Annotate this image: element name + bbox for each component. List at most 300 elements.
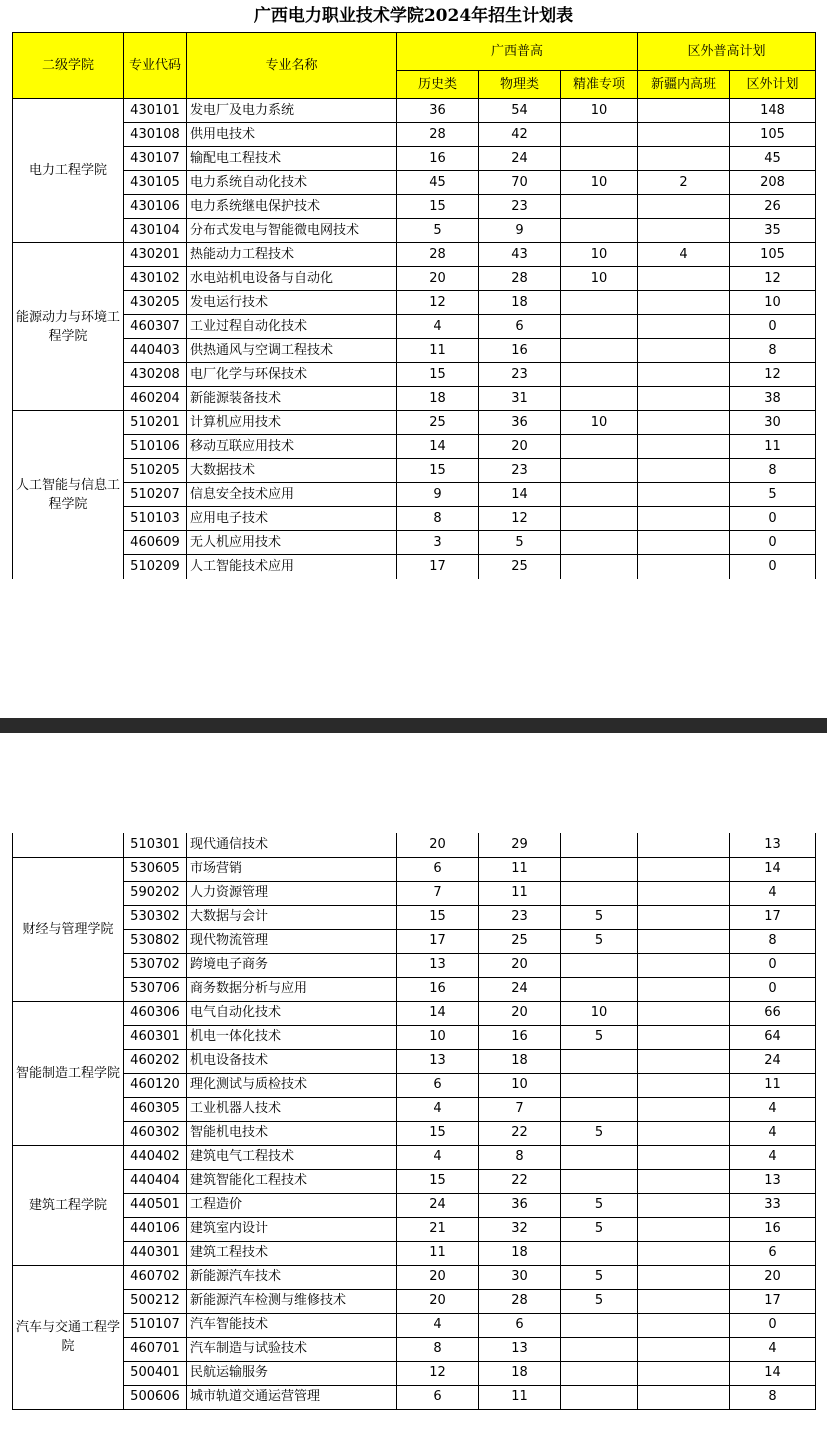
major-code-cell: 510301 <box>124 833 187 857</box>
major-code-cell: 510106 <box>124 435 187 459</box>
college-cell: 财经与管理学院 <box>13 857 124 1001</box>
physics-count-cell: 24 <box>479 977 561 1001</box>
college-cell: 汽车与交通工程学院 <box>13 1265 124 1409</box>
history-count-cell: 4 <box>397 1097 479 1121</box>
xinjiang-count-cell <box>638 555 730 579</box>
table-row <box>13 291 816 315</box>
precise-count-cell <box>561 1169 638 1193</box>
physics-count-cell: 11 <box>479 881 561 905</box>
outside-plan-cell: 4 <box>730 1337 816 1361</box>
precise-count-cell <box>561 1385 638 1409</box>
precise-count-cell: 10 <box>561 243 638 267</box>
physics-count-cell: 22 <box>479 1121 561 1145</box>
history-count-cell: 6 <box>397 857 479 881</box>
precise-count-cell <box>561 387 638 411</box>
major-code-cell: 460307 <box>124 315 187 339</box>
table-row <box>13 219 816 243</box>
physics-count-cell: 5 <box>479 531 561 555</box>
major-name-cell: 工程造价 <box>187 1193 397 1217</box>
table-row <box>13 195 816 219</box>
major-code-cell: 440402 <box>124 1145 187 1169</box>
header-precise: 精准专项 <box>561 71 638 99</box>
physics-count-cell: 18 <box>479 1361 561 1385</box>
major-code-cell: 440106 <box>124 1217 187 1241</box>
xinjiang-count-cell <box>638 1169 730 1193</box>
precise-count-cell <box>561 1145 638 1169</box>
xinjiang-count-cell <box>638 339 730 363</box>
physics-count-cell: 23 <box>479 363 561 387</box>
history-count-cell: 4 <box>397 1313 479 1337</box>
outside-plan-cell: 66 <box>730 1001 816 1025</box>
major-name-cell: 机电设备技术 <box>187 1049 397 1073</box>
precise-count-cell: 5 <box>561 905 638 929</box>
table-row <box>13 977 816 1001</box>
precise-count-cell <box>561 123 638 147</box>
precise-count-cell: 10 <box>561 411 638 435</box>
major-code-cell: 440403 <box>124 339 187 363</box>
table-row <box>13 1289 816 1313</box>
major-code-cell: 460305 <box>124 1097 187 1121</box>
history-count-cell: 20 <box>397 1265 479 1289</box>
major-name-cell: 电厂化学与环保技术 <box>187 363 397 387</box>
page-separator <box>0 718 827 733</box>
physics-count-cell: 70 <box>479 171 561 195</box>
major-code-cell: 460204 <box>124 387 187 411</box>
major-code-cell: 460701 <box>124 1337 187 1361</box>
xinjiang-count-cell <box>638 1097 730 1121</box>
xinjiang-count-cell <box>638 507 730 531</box>
xinjiang-count-cell <box>638 315 730 339</box>
table-row <box>13 1385 816 1409</box>
physics-count-cell: 36 <box>479 411 561 435</box>
major-code-cell: 430101 <box>124 99 187 123</box>
major-name-cell: 建筑室内设计 <box>187 1217 397 1241</box>
physics-count-cell: 6 <box>479 1313 561 1337</box>
major-name-cell: 输配电工程技术 <box>187 147 397 171</box>
physics-count-cell: 6 <box>479 315 561 339</box>
history-count-cell: 11 <box>397 1241 479 1265</box>
physics-count-cell: 16 <box>479 339 561 363</box>
precise-count-cell: 10 <box>561 171 638 195</box>
physics-count-cell: 12 <box>479 507 561 531</box>
history-count-cell: 4 <box>397 315 479 339</box>
history-count-cell: 24 <box>397 1193 479 1217</box>
major-name-cell: 电力系统自动化技术 <box>187 171 397 195</box>
precise-count-cell <box>561 531 638 555</box>
physics-count-cell: 13 <box>479 1337 561 1361</box>
history-count-cell: 45 <box>397 171 479 195</box>
precise-count-cell: 5 <box>561 1121 638 1145</box>
xinjiang-count-cell <box>638 953 730 977</box>
major-code-cell: 500212 <box>124 1289 187 1313</box>
outside-plan-cell: 0 <box>730 315 816 339</box>
outside-plan-cell: 38 <box>730 387 816 411</box>
history-count-cell: 36 <box>397 99 479 123</box>
outside-plan-cell: 105 <box>730 123 816 147</box>
outside-plan-cell: 17 <box>730 905 816 929</box>
major-code-cell: 530302 <box>124 905 187 929</box>
precise-count-cell: 10 <box>561 267 638 291</box>
outside-plan-cell: 35 <box>730 219 816 243</box>
major-name-cell: 汽车制造与试验技术 <box>187 1337 397 1361</box>
table-row <box>13 315 816 339</box>
physics-count-cell: 18 <box>479 291 561 315</box>
table-row <box>13 507 816 531</box>
outside-plan-cell: 8 <box>730 929 816 953</box>
xinjiang-count-cell: 4 <box>638 243 730 267</box>
header-college: 二级学院 <box>13 33 124 99</box>
history-count-cell: 3 <box>397 531 479 555</box>
outside-plan-cell: 4 <box>730 1097 816 1121</box>
xinjiang-count-cell <box>638 1001 730 1025</box>
physics-count-cell: 9 <box>479 219 561 243</box>
xinjiang-count-cell <box>638 1241 730 1265</box>
precise-count-cell <box>561 1073 638 1097</box>
college-cell: 建筑工程学院 <box>13 1145 124 1265</box>
physics-count-cell: 25 <box>479 929 561 953</box>
major-name-cell: 商务数据分析与应用 <box>187 977 397 1001</box>
major-code-cell: 460301 <box>124 1025 187 1049</box>
major-name-cell: 建筑工程技术 <box>187 1241 397 1265</box>
history-count-cell: 20 <box>397 833 479 857</box>
precise-count-cell: 10 <box>561 1001 638 1025</box>
major-name-cell: 汽车智能技术 <box>187 1313 397 1337</box>
physics-count-cell: 20 <box>479 953 561 977</box>
header-name: 专业名称 <box>187 33 397 99</box>
physics-count-cell: 25 <box>479 555 561 579</box>
major-name-cell: 现代通信技术 <box>187 833 397 857</box>
table-row <box>13 1169 816 1193</box>
xinjiang-count-cell <box>638 1265 730 1289</box>
outside-plan-cell: 13 <box>730 1169 816 1193</box>
physics-count-cell: 24 <box>479 147 561 171</box>
outside-plan-cell: 24 <box>730 1049 816 1073</box>
outside-plan-cell: 8 <box>730 339 816 363</box>
major-code-cell: 440301 <box>124 1241 187 1265</box>
page-title: 广西电力职业技术学院2024年招生计划表 <box>253 6 574 26</box>
major-name-cell: 无人机应用技术 <box>187 531 397 555</box>
history-count-cell: 13 <box>397 1049 479 1073</box>
precise-count-cell <box>561 1361 638 1385</box>
xinjiang-count-cell <box>638 881 730 905</box>
major-name-cell: 新能源汽车检测与维修技术 <box>187 1289 397 1313</box>
precise-count-cell <box>561 881 638 905</box>
xinjiang-count-cell <box>638 833 730 857</box>
outside-plan-cell: 0 <box>730 953 816 977</box>
major-name-cell: 分布式发电与智能微电网技术 <box>187 219 397 243</box>
major-name-cell: 建筑电气工程技术 <box>187 1145 397 1169</box>
physics-count-cell: 30 <box>479 1265 561 1289</box>
table-row <box>13 1049 816 1073</box>
physics-count-cell: 22 <box>479 1169 561 1193</box>
major-name-cell: 供热通风与空调工程技术 <box>187 339 397 363</box>
outside-plan-cell: 11 <box>730 1073 816 1097</box>
precise-count-cell <box>561 291 638 315</box>
college-cell: 能源动力与环境工程学院 <box>13 243 124 411</box>
physics-count-cell: 32 <box>479 1217 561 1241</box>
physics-count-cell: 28 <box>479 1289 561 1313</box>
major-name-cell: 民航运输服务 <box>187 1361 397 1385</box>
outside-plan-cell: 12 <box>730 267 816 291</box>
xinjiang-count-cell <box>638 1385 730 1409</box>
xinjiang-count-cell <box>638 1145 730 1169</box>
precise-count-cell <box>561 315 638 339</box>
major-name-cell: 计算机应用技术 <box>187 411 397 435</box>
major-code-cell: 460202 <box>124 1049 187 1073</box>
history-count-cell: 16 <box>397 977 479 1001</box>
major-code-cell: 430205 <box>124 291 187 315</box>
xinjiang-count-cell <box>638 1025 730 1049</box>
history-count-cell: 14 <box>397 435 479 459</box>
history-count-cell: 12 <box>397 291 479 315</box>
physics-count-cell: 23 <box>479 905 561 929</box>
physics-count-cell: 23 <box>479 459 561 483</box>
table-row <box>13 905 816 929</box>
xinjiang-count-cell <box>638 1049 730 1073</box>
major-name-cell: 大数据技术 <box>187 459 397 483</box>
major-code-cell: 510209 <box>124 555 187 579</box>
header-outside: 区外普高计划 <box>638 33 816 71</box>
table-row <box>13 171 816 195</box>
table-row <box>13 929 816 953</box>
major-code-cell: 510201 <box>124 411 187 435</box>
major-name-cell: 机电一体化技术 <box>187 1025 397 1049</box>
precise-count-cell: 5 <box>561 1025 638 1049</box>
table-row <box>13 339 816 363</box>
xinjiang-count-cell <box>638 267 730 291</box>
xinjiang-count-cell <box>638 411 730 435</box>
history-count-cell: 15 <box>397 363 479 387</box>
xinjiang-count-cell <box>638 147 730 171</box>
history-count-cell: 15 <box>397 905 479 929</box>
history-count-cell: 6 <box>397 1385 479 1409</box>
outside-plan-cell: 0 <box>730 1313 816 1337</box>
table-row <box>13 459 816 483</box>
history-count-cell: 13 <box>397 953 479 977</box>
table-row <box>13 531 816 555</box>
major-code-cell: 440501 <box>124 1193 187 1217</box>
major-code-cell: 460120 <box>124 1073 187 1097</box>
xinjiang-count-cell <box>638 387 730 411</box>
history-count-cell: 8 <box>397 507 479 531</box>
xinjiang-count-cell <box>638 1121 730 1145</box>
precise-count-cell <box>561 459 638 483</box>
table-row <box>13 857 816 881</box>
outside-plan-cell: 30 <box>730 411 816 435</box>
major-code-cell: 510103 <box>124 507 187 531</box>
major-code-cell: 530802 <box>124 929 187 953</box>
table-row <box>13 387 816 411</box>
precise-count-cell <box>561 977 638 1001</box>
outside-plan-cell: 105 <box>730 243 816 267</box>
table-row <box>13 1337 816 1361</box>
outside-plan-cell: 17 <box>730 1289 816 1313</box>
history-count-cell: 15 <box>397 195 479 219</box>
xinjiang-count-cell <box>638 123 730 147</box>
history-count-cell: 10 <box>397 1025 479 1049</box>
history-count-cell: 14 <box>397 1001 479 1025</box>
table-row <box>13 953 816 977</box>
major-name-cell: 人力资源管理 <box>187 881 397 905</box>
table-row <box>13 267 816 291</box>
major-code-cell: 510205 <box>124 459 187 483</box>
history-count-cell: 7 <box>397 881 479 905</box>
xinjiang-count-cell <box>638 857 730 881</box>
precise-count-cell <box>561 339 638 363</box>
major-name-cell: 应用电子技术 <box>187 507 397 531</box>
xinjiang-count-cell <box>638 1337 730 1361</box>
history-count-cell: 28 <box>397 123 479 147</box>
precise-count-cell <box>561 195 638 219</box>
table-row <box>13 1121 816 1145</box>
history-count-cell: 20 <box>397 267 479 291</box>
major-name-cell: 热能动力工程技术 <box>187 243 397 267</box>
table-row <box>13 411 816 435</box>
college-cell: 人工智能与信息工程学院 <box>13 411 124 579</box>
xinjiang-count-cell <box>638 1289 730 1313</box>
table-row <box>13 1001 816 1025</box>
xinjiang-count-cell <box>638 483 730 507</box>
physics-count-cell: 43 <box>479 243 561 267</box>
xinjiang-count-cell <box>638 195 730 219</box>
precise-count-cell: 5 <box>561 1265 638 1289</box>
major-name-cell: 工业机器人技术 <box>187 1097 397 1121</box>
physics-count-cell: 10 <box>479 1073 561 1097</box>
major-name-cell: 市场营销 <box>187 857 397 881</box>
major-name-cell: 新能源汽车技术 <box>187 1265 397 1289</box>
table-row <box>13 483 816 507</box>
major-code-cell: 500401 <box>124 1361 187 1385</box>
major-name-cell: 发电运行技术 <box>187 291 397 315</box>
precise-count-cell: 5 <box>561 1217 638 1241</box>
outside-plan-cell: 148 <box>730 99 816 123</box>
history-count-cell: 5 <box>397 219 479 243</box>
physics-count-cell: 54 <box>479 99 561 123</box>
xinjiang-count-cell <box>638 219 730 243</box>
table-row <box>13 435 816 459</box>
major-code-cell: 530706 <box>124 977 187 1001</box>
enrollment-table-part-2 <box>12 833 816 1410</box>
table-row <box>13 147 816 171</box>
xinjiang-count-cell <box>638 435 730 459</box>
major-code-cell: 510107 <box>124 1313 187 1337</box>
outside-plan-cell: 0 <box>730 531 816 555</box>
precise-count-cell: 10 <box>561 99 638 123</box>
xinjiang-count-cell <box>638 459 730 483</box>
precise-count-cell <box>561 857 638 881</box>
xinjiang-count-cell <box>638 1361 730 1385</box>
major-code-cell: 430108 <box>124 123 187 147</box>
precise-count-cell: 5 <box>561 1289 638 1313</box>
table-row <box>13 1193 816 1217</box>
physics-count-cell: 36 <box>479 1193 561 1217</box>
outside-plan-cell: 6 <box>730 1241 816 1265</box>
physics-count-cell: 31 <box>479 387 561 411</box>
precise-count-cell: 5 <box>561 929 638 953</box>
precise-count-cell <box>561 219 638 243</box>
major-code-cell: 430107 <box>124 147 187 171</box>
precise-count-cell <box>561 1097 638 1121</box>
outside-plan-cell: 33 <box>730 1193 816 1217</box>
major-name-cell: 理化测试与质检技术 <box>187 1073 397 1097</box>
major-name-cell: 大数据与会计 <box>187 905 397 929</box>
outside-plan-cell: 26 <box>730 195 816 219</box>
history-count-cell: 11 <box>397 339 479 363</box>
history-count-cell: 15 <box>397 459 479 483</box>
major-code-cell: 430104 <box>124 219 187 243</box>
outside-plan-cell: 0 <box>730 555 816 579</box>
major-code-cell: 440404 <box>124 1169 187 1193</box>
outside-plan-cell: 0 <box>730 507 816 531</box>
college-cell: 智能制造工程学院 <box>13 1001 124 1145</box>
outside-plan-cell: 208 <box>730 171 816 195</box>
xinjiang-count-cell <box>638 905 730 929</box>
history-count-cell: 9 <box>397 483 479 507</box>
history-count-cell: 16 <box>397 147 479 171</box>
outside-plan-cell: 4 <box>730 1145 816 1169</box>
major-name-cell: 新能源装备技术 <box>187 387 397 411</box>
physics-count-cell: 11 <box>479 857 561 881</box>
major-name-cell: 发电厂及电力系统 <box>187 99 397 123</box>
major-name-cell: 供用电技术 <box>187 123 397 147</box>
history-count-cell: 15 <box>397 1169 479 1193</box>
outside-plan-cell: 12 <box>730 363 816 387</box>
major-code-cell: 460609 <box>124 531 187 555</box>
xinjiang-count-cell <box>638 1313 730 1337</box>
xinjiang-count-cell <box>638 1193 730 1217</box>
table-row <box>13 881 816 905</box>
header-history: 历史类 <box>397 71 479 99</box>
xinjiang-count-cell <box>638 1217 730 1241</box>
major-code-cell: 460302 <box>124 1121 187 1145</box>
major-code-cell: 430105 <box>124 171 187 195</box>
major-code-cell: 430201 <box>124 243 187 267</box>
physics-count-cell: 28 <box>479 267 561 291</box>
table-row <box>13 99 816 123</box>
physics-count-cell: 7 <box>479 1097 561 1121</box>
physics-count-cell: 18 <box>479 1241 561 1265</box>
college-cell: 电力工程学院 <box>13 99 124 243</box>
xinjiang-count-cell <box>638 1073 730 1097</box>
history-count-cell: 12 <box>397 1361 479 1385</box>
outside-plan-cell: 45 <box>730 147 816 171</box>
history-count-cell: 8 <box>397 1337 479 1361</box>
physics-count-cell: 29 <box>479 833 561 857</box>
outside-plan-cell: 4 <box>730 881 816 905</box>
major-code-cell: 460306 <box>124 1001 187 1025</box>
table-row <box>13 1073 816 1097</box>
table-row <box>13 1241 816 1265</box>
history-count-cell: 20 <box>397 1289 479 1313</box>
physics-count-cell: 18 <box>479 1049 561 1073</box>
history-count-cell: 17 <box>397 929 479 953</box>
xinjiang-count-cell <box>638 363 730 387</box>
table-row <box>13 1097 816 1121</box>
outside-plan-cell: 4 <box>730 1121 816 1145</box>
precise-count-cell <box>561 833 638 857</box>
outside-plan-cell: 5 <box>730 483 816 507</box>
xinjiang-count-cell <box>638 531 730 555</box>
major-name-cell: 移动互联应用技术 <box>187 435 397 459</box>
table-row <box>13 1313 816 1337</box>
outside-plan-cell: 0 <box>730 977 816 1001</box>
physics-count-cell: 16 <box>479 1025 561 1049</box>
header-physics: 物理类 <box>479 71 561 99</box>
major-name-cell: 智能机电技术 <box>187 1121 397 1145</box>
xinjiang-count-cell <box>638 929 730 953</box>
precise-count-cell <box>561 507 638 531</box>
header-outside-plan: 区外计划 <box>730 71 816 99</box>
